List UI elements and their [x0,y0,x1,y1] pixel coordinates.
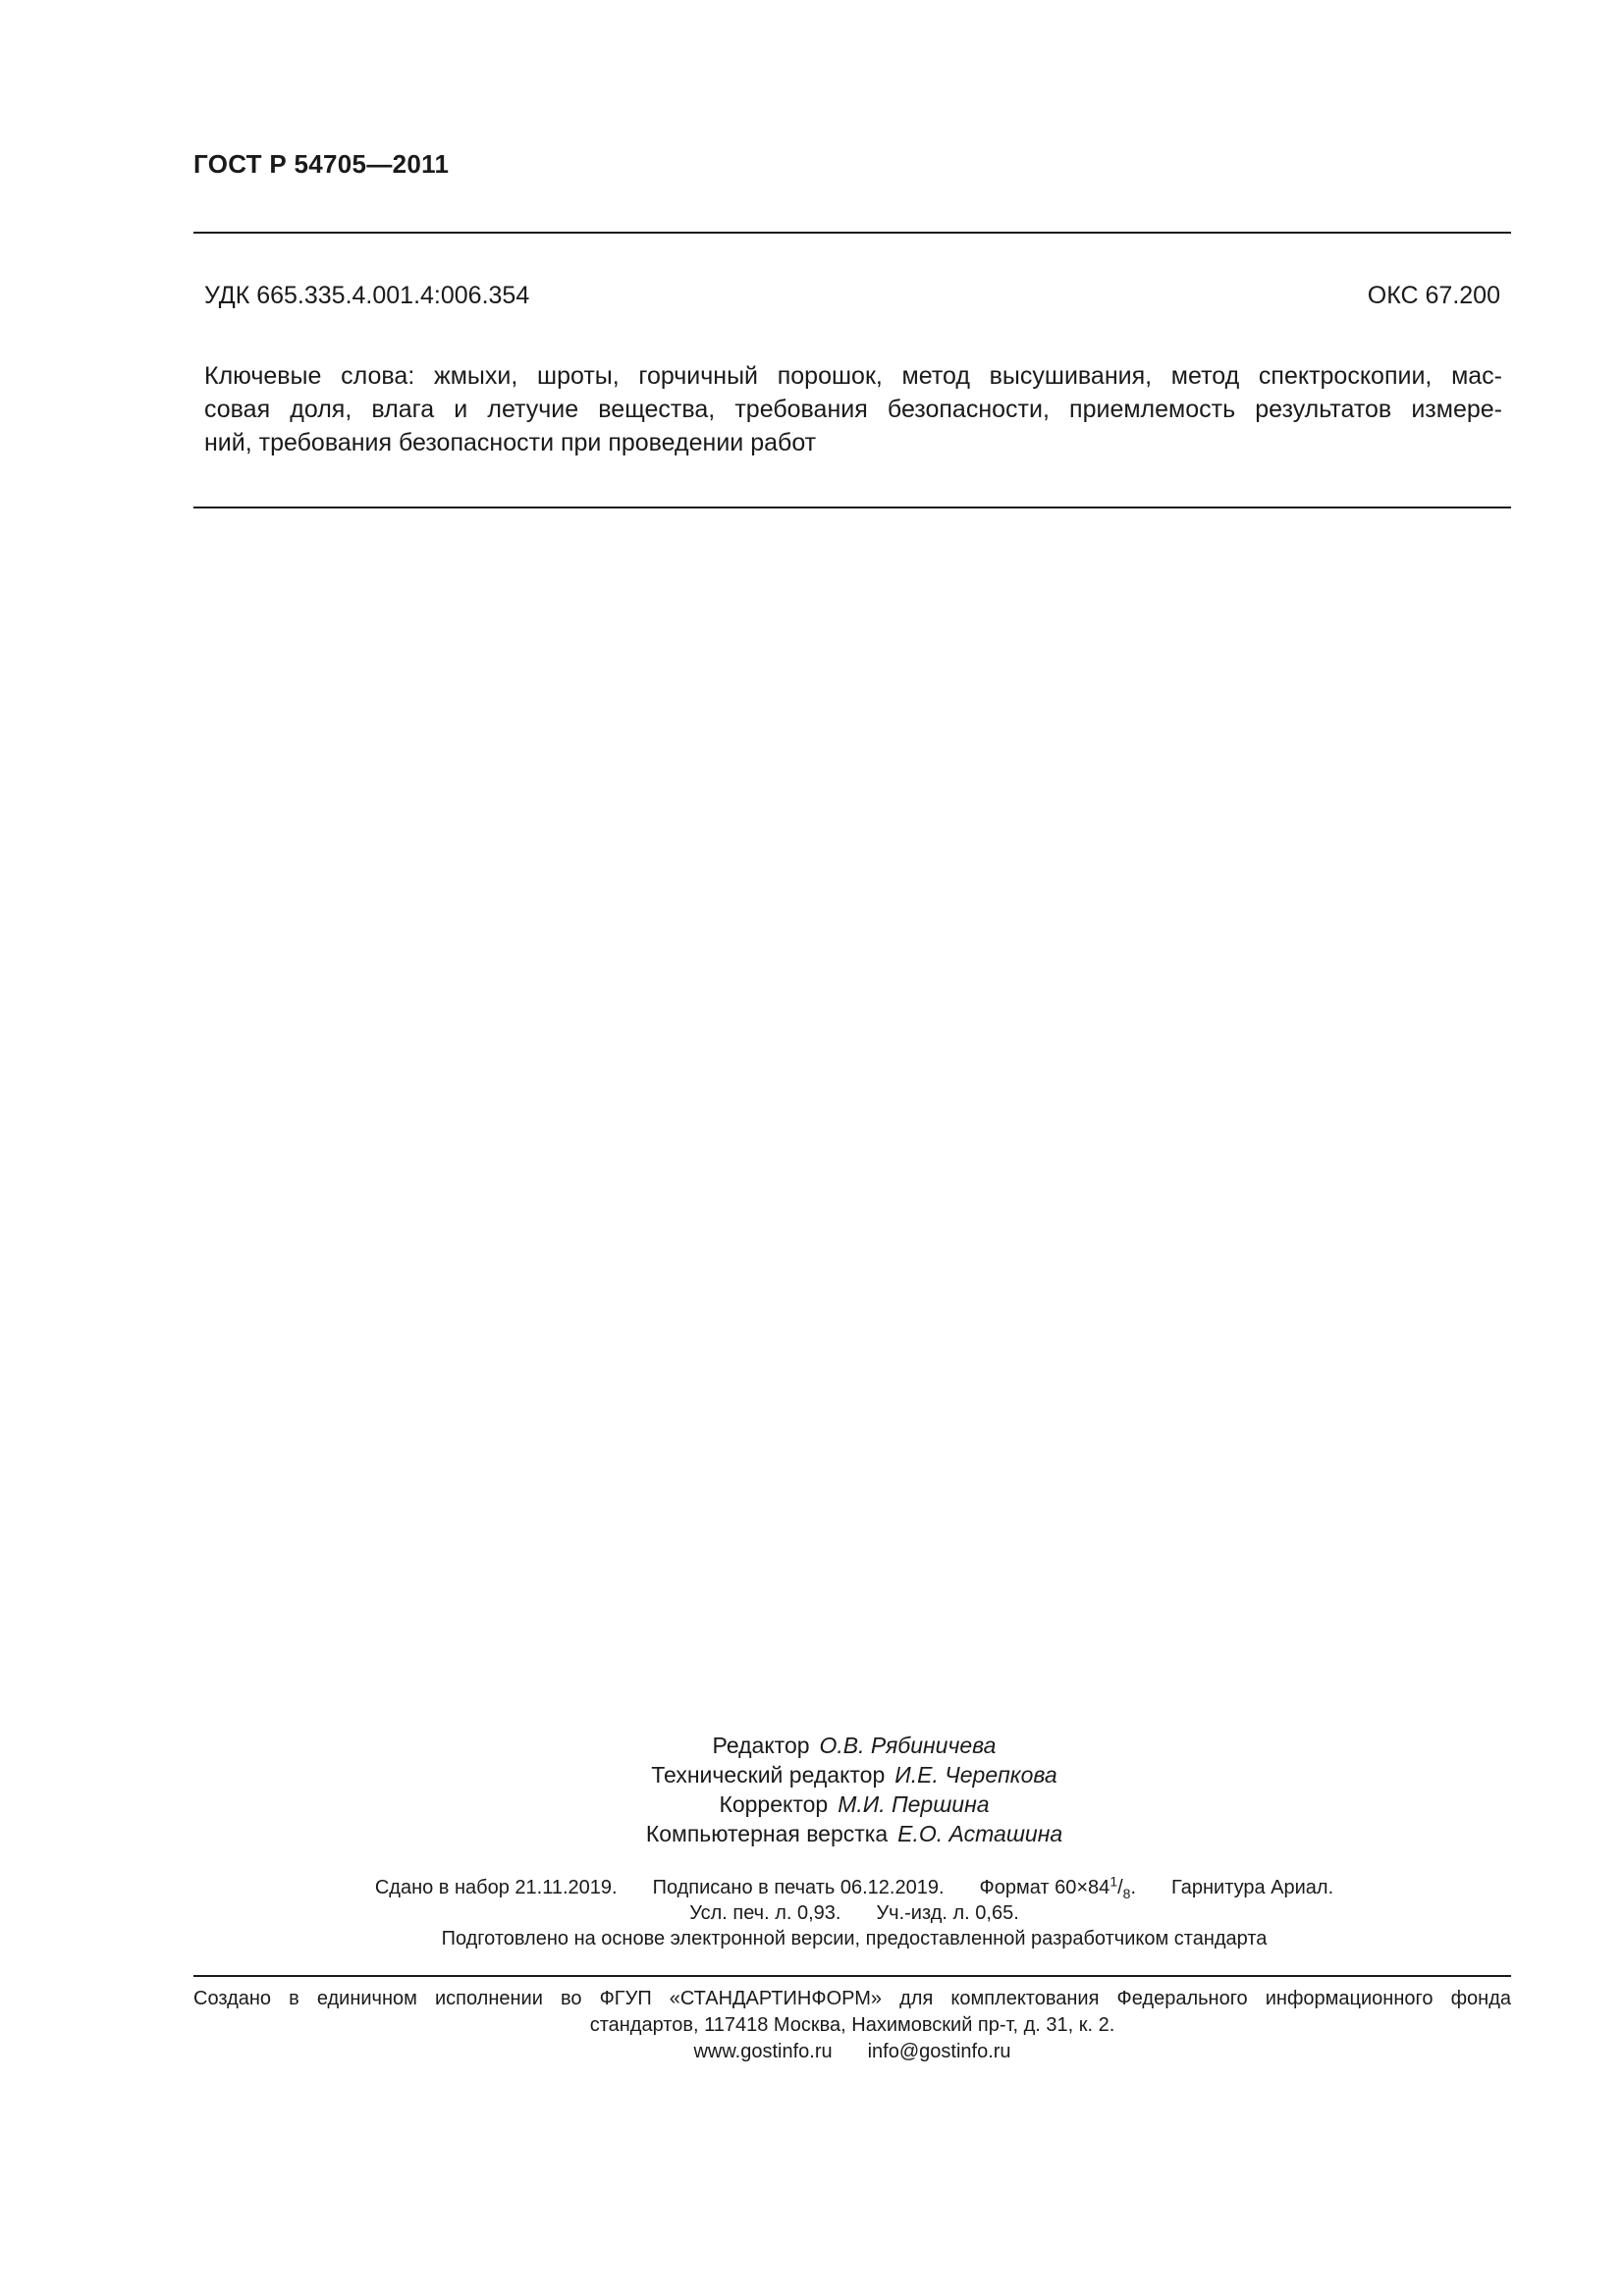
publication-row-2 [0,1900,1624,1926]
credit-name: И.Е. Черепкова [894,1762,1057,1788]
footer-block [193,1986,1511,2065]
top-divider [193,232,1511,234]
udk-code: УДК 665.335.4.001.4:006.354 [204,282,530,309]
credit-role: Компьютерная верстка [645,1821,889,1846]
keywords-line: Ключевые слова: жмыхи, шроты, горчичный порошок, метод высушивания, метод спектроскопии, мас- [204,362,1502,390]
credit-technical-editor [0,1760,1624,1789]
oks-code: ОКС 67.200 [1367,282,1500,309]
credits-block [0,1731,1624,1848]
document-id: ГОСТ Р 54705—2011 [193,149,450,179]
credit-name: О.В. Рябиничева [819,1733,997,1758]
keywords-divider [193,507,1511,508]
typeface: Гарнитура Ариал. [1171,1877,1334,1898]
credit-name: М.И. Першина [838,1791,990,1817]
credit-proofreader [0,1789,1624,1819]
typeset-date: Сдано в набор 21.11.2019. [374,1877,618,1898]
credit-name: Е.О. Асташина [897,1821,1063,1846]
footer-contacts [193,2039,1511,2065]
email-link[interactable]: info@gostinfo.ru [867,2041,1011,2062]
prepared-note: Подготовлено на основе электронной версии, предоставленной разработчиком стандарта [441,1928,1268,1949]
keywords-line: ний, требования безопасности при проведении работ [204,429,817,456]
paper-format: Формат $60\times 84^1/_8$. [979,1873,1137,1901]
credit-role: Корректор [719,1791,829,1817]
footer-divider [193,1975,1511,1977]
footer-line: Создано в единичном исполнении во ФГУП «СТАНДАРТИНФОРМ» для комплектования Федерального информационного фонда [193,1988,1511,2009]
credit-layout [0,1819,1624,1848]
signed-date: Подписано в печать 06.12.2019. [652,1877,945,1898]
publisher-sheets: Уч.-изд. л. 0,65. [876,1902,1019,1924]
keywords-line: совая доля, влага и летучие вещества, требования безопасности, приемлемость результатов измере- [204,396,1502,423]
publication-info [0,1875,1624,1951]
publication-row-1 [0,1875,1624,1900]
credit-editor [0,1731,1624,1760]
keywords-block [204,359,1502,459]
print-sheets: Усл. печ. л. 0,93. [689,1902,841,1924]
credit-role: Редактор [712,1733,810,1758]
credit-role: Технический редактор [651,1762,886,1788]
footer-line: стандартов, 117418 Москва, Нахимовский пр-т, д. 31, к. 2. [589,2014,1115,2036]
website-link[interactable]: www.gostinfo.ru [693,2041,833,2062]
